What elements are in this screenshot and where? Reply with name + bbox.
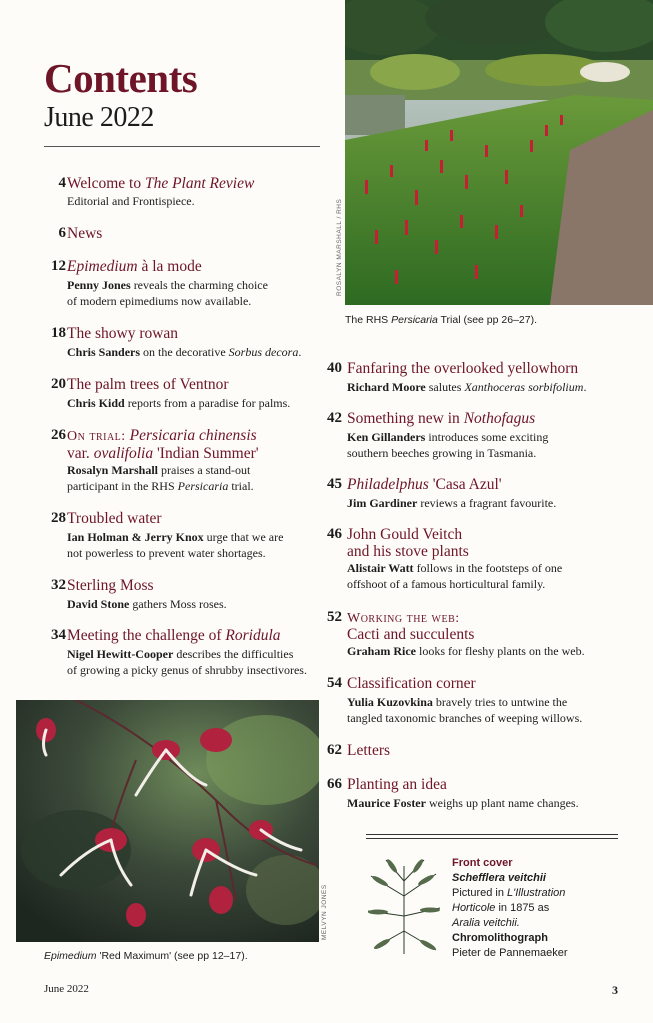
page-number-ref: 32: [51, 577, 66, 593]
issue-date: June 2022: [44, 102, 154, 133]
entry-description: Chris Kidd reports from a paradise for palms.: [67, 396, 291, 410]
entry-description: Richard Moore salutes Xanthoceras sorbifolium.: [347, 380, 587, 394]
cover-artist: Pieter de Pannemaeker: [452, 947, 568, 959]
entry-description: Jim Gardiner reviews a fragrant favourite.: [347, 496, 557, 510]
page-title: Contents: [44, 55, 198, 101]
epimedium-photo: [16, 700, 319, 942]
entry-description: David Stone gathers Moss roses.: [67, 597, 227, 611]
photo-credit: ROSALYN MARSHALL / RHS: [336, 198, 343, 296]
entry-heading: Fanfaring the overlooked yellowhorn: [347, 360, 579, 377]
entry-description: Graham Rice looks for fleshy plants on the web.: [347, 644, 585, 658]
cover-line-1: Pictured in L'Illustration: [452, 887, 566, 899]
cover-line-2: Horticole in 1875 as: [452, 902, 550, 914]
entry-description-2: southern beeches growing in Tasmania.: [347, 446, 537, 460]
page-number-ref: 26: [51, 427, 66, 443]
entry-heading: Classification corner: [347, 675, 476, 692]
entry-heading: The palm trees of Ventnor: [67, 376, 229, 393]
page-number-ref: 52: [327, 609, 342, 625]
page-number-ref: 28: [51, 510, 66, 526]
page-number-ref: 40: [327, 360, 342, 376]
entry-description-2: participant in the RHS Persicaria trial.: [67, 479, 254, 493]
footer-date: June 2022: [44, 983, 89, 995]
entry-heading: Letters: [347, 742, 391, 759]
page-number-ref: 20: [51, 376, 66, 392]
entry-description: Rosalyn Marshall praises a stand-out: [67, 463, 251, 477]
entry-description-2: offshoot of a famous horticultural family.: [347, 577, 546, 591]
entry-description: Penny Jones reveals the charming choice: [67, 278, 268, 292]
photo-credit: MELVYN JONES: [321, 884, 328, 940]
entry-description: Ken Gillanders introduces some exciting: [347, 430, 549, 444]
cover-divider-2: [366, 838, 618, 839]
front-cover-info: [452, 856, 568, 961]
persicaria-trial-photo: [345, 0, 653, 305]
cover-technique: Chromolithograph: [452, 932, 548, 944]
cover-label: Front cover: [452, 857, 513, 869]
page-number-ref: 42: [327, 410, 342, 426]
entry-heading: Troubled water: [67, 510, 162, 527]
entry-heading: News: [67, 225, 103, 242]
schefflera-illustration: [366, 856, 442, 956]
entry-heading: John Gould Veitch: [347, 526, 463, 543]
entry-description-2: of modern epimediums now available.: [67, 294, 252, 308]
entry-heading: The showy rowan: [67, 325, 179, 342]
entry-description: Editorial and Frontispiece.: [67, 194, 195, 208]
page-number-ref: 62: [327, 742, 342, 758]
entry-description-2: of growing a picky genus of shrubby insectivores.: [67, 663, 307, 677]
entry-heading: Philadelphus 'Casa Azul': [347, 476, 502, 493]
entry-heading-2: var. ovalifolia 'Indian Summer': [67, 445, 259, 462]
page-number-ref: 34: [51, 627, 66, 643]
entry-description: Maurice Foster weighs up plant name changes.: [347, 796, 579, 810]
entry-heading-2: and his stove plants: [347, 543, 469, 560]
page-number-ref: 46: [327, 526, 342, 542]
cover-line-3: Aralia veitchii.: [452, 917, 520, 929]
cover-divider: [366, 834, 618, 835]
entry-description-2: tangled taxonomic branches of weeping willows.: [347, 711, 583, 725]
title-divider: [44, 146, 320, 147]
entry-description: Chris Sanders on the decorative Sorbus decora.: [67, 345, 302, 359]
entry-heading: Meeting the challenge of Roridula: [67, 627, 281, 644]
entry-description: Nigel Hewitt-Cooper describes the difficulties: [67, 647, 294, 661]
entry-description-2: not powerless to prevent water shortages.: [67, 546, 266, 560]
cover-species: Schefflera veitchii: [452, 872, 546, 884]
photo-caption: The RHS Persicaria Trial (see pp 26–27).: [345, 314, 538, 326]
entry-heading: Sterling Moss: [67, 577, 154, 594]
entry-heading: Something new in Nothofagus: [347, 410, 536, 427]
entry-description: Yulia Kuzovkina bravely tries to untwine the: [347, 695, 568, 709]
page-number-ref: 12: [51, 258, 66, 274]
entry-description: Ian Holman & Jerry Knox urge that we are: [67, 530, 284, 544]
page-number: 3: [612, 983, 618, 997]
page-number-ref: 4: [58, 175, 66, 191]
entry-heading: Working the web:: [347, 611, 460, 626]
page-number-ref: 45: [327, 476, 342, 492]
entry-heading: Welcome to The Plant Review: [67, 175, 255, 192]
entry-description: Alistair Watt follows in the footsteps of one: [347, 561, 563, 575]
entry-heading: Planting an idea: [347, 776, 447, 793]
entry-heading: On trial: Persicaria chinensis: [67, 427, 257, 444]
page-number-ref: 18: [51, 325, 66, 341]
photo-caption: Epimedium 'Red Maximum' (see pp 12–17).: [44, 950, 248, 962]
page-number-ref: 6: [58, 225, 66, 241]
entry-heading: Epimedium à la mode: [67, 258, 202, 275]
entry-heading-2: Cacti and succulents: [347, 626, 475, 643]
page-number-ref: 66: [327, 776, 342, 792]
page-number-ref: 54: [327, 675, 342, 691]
